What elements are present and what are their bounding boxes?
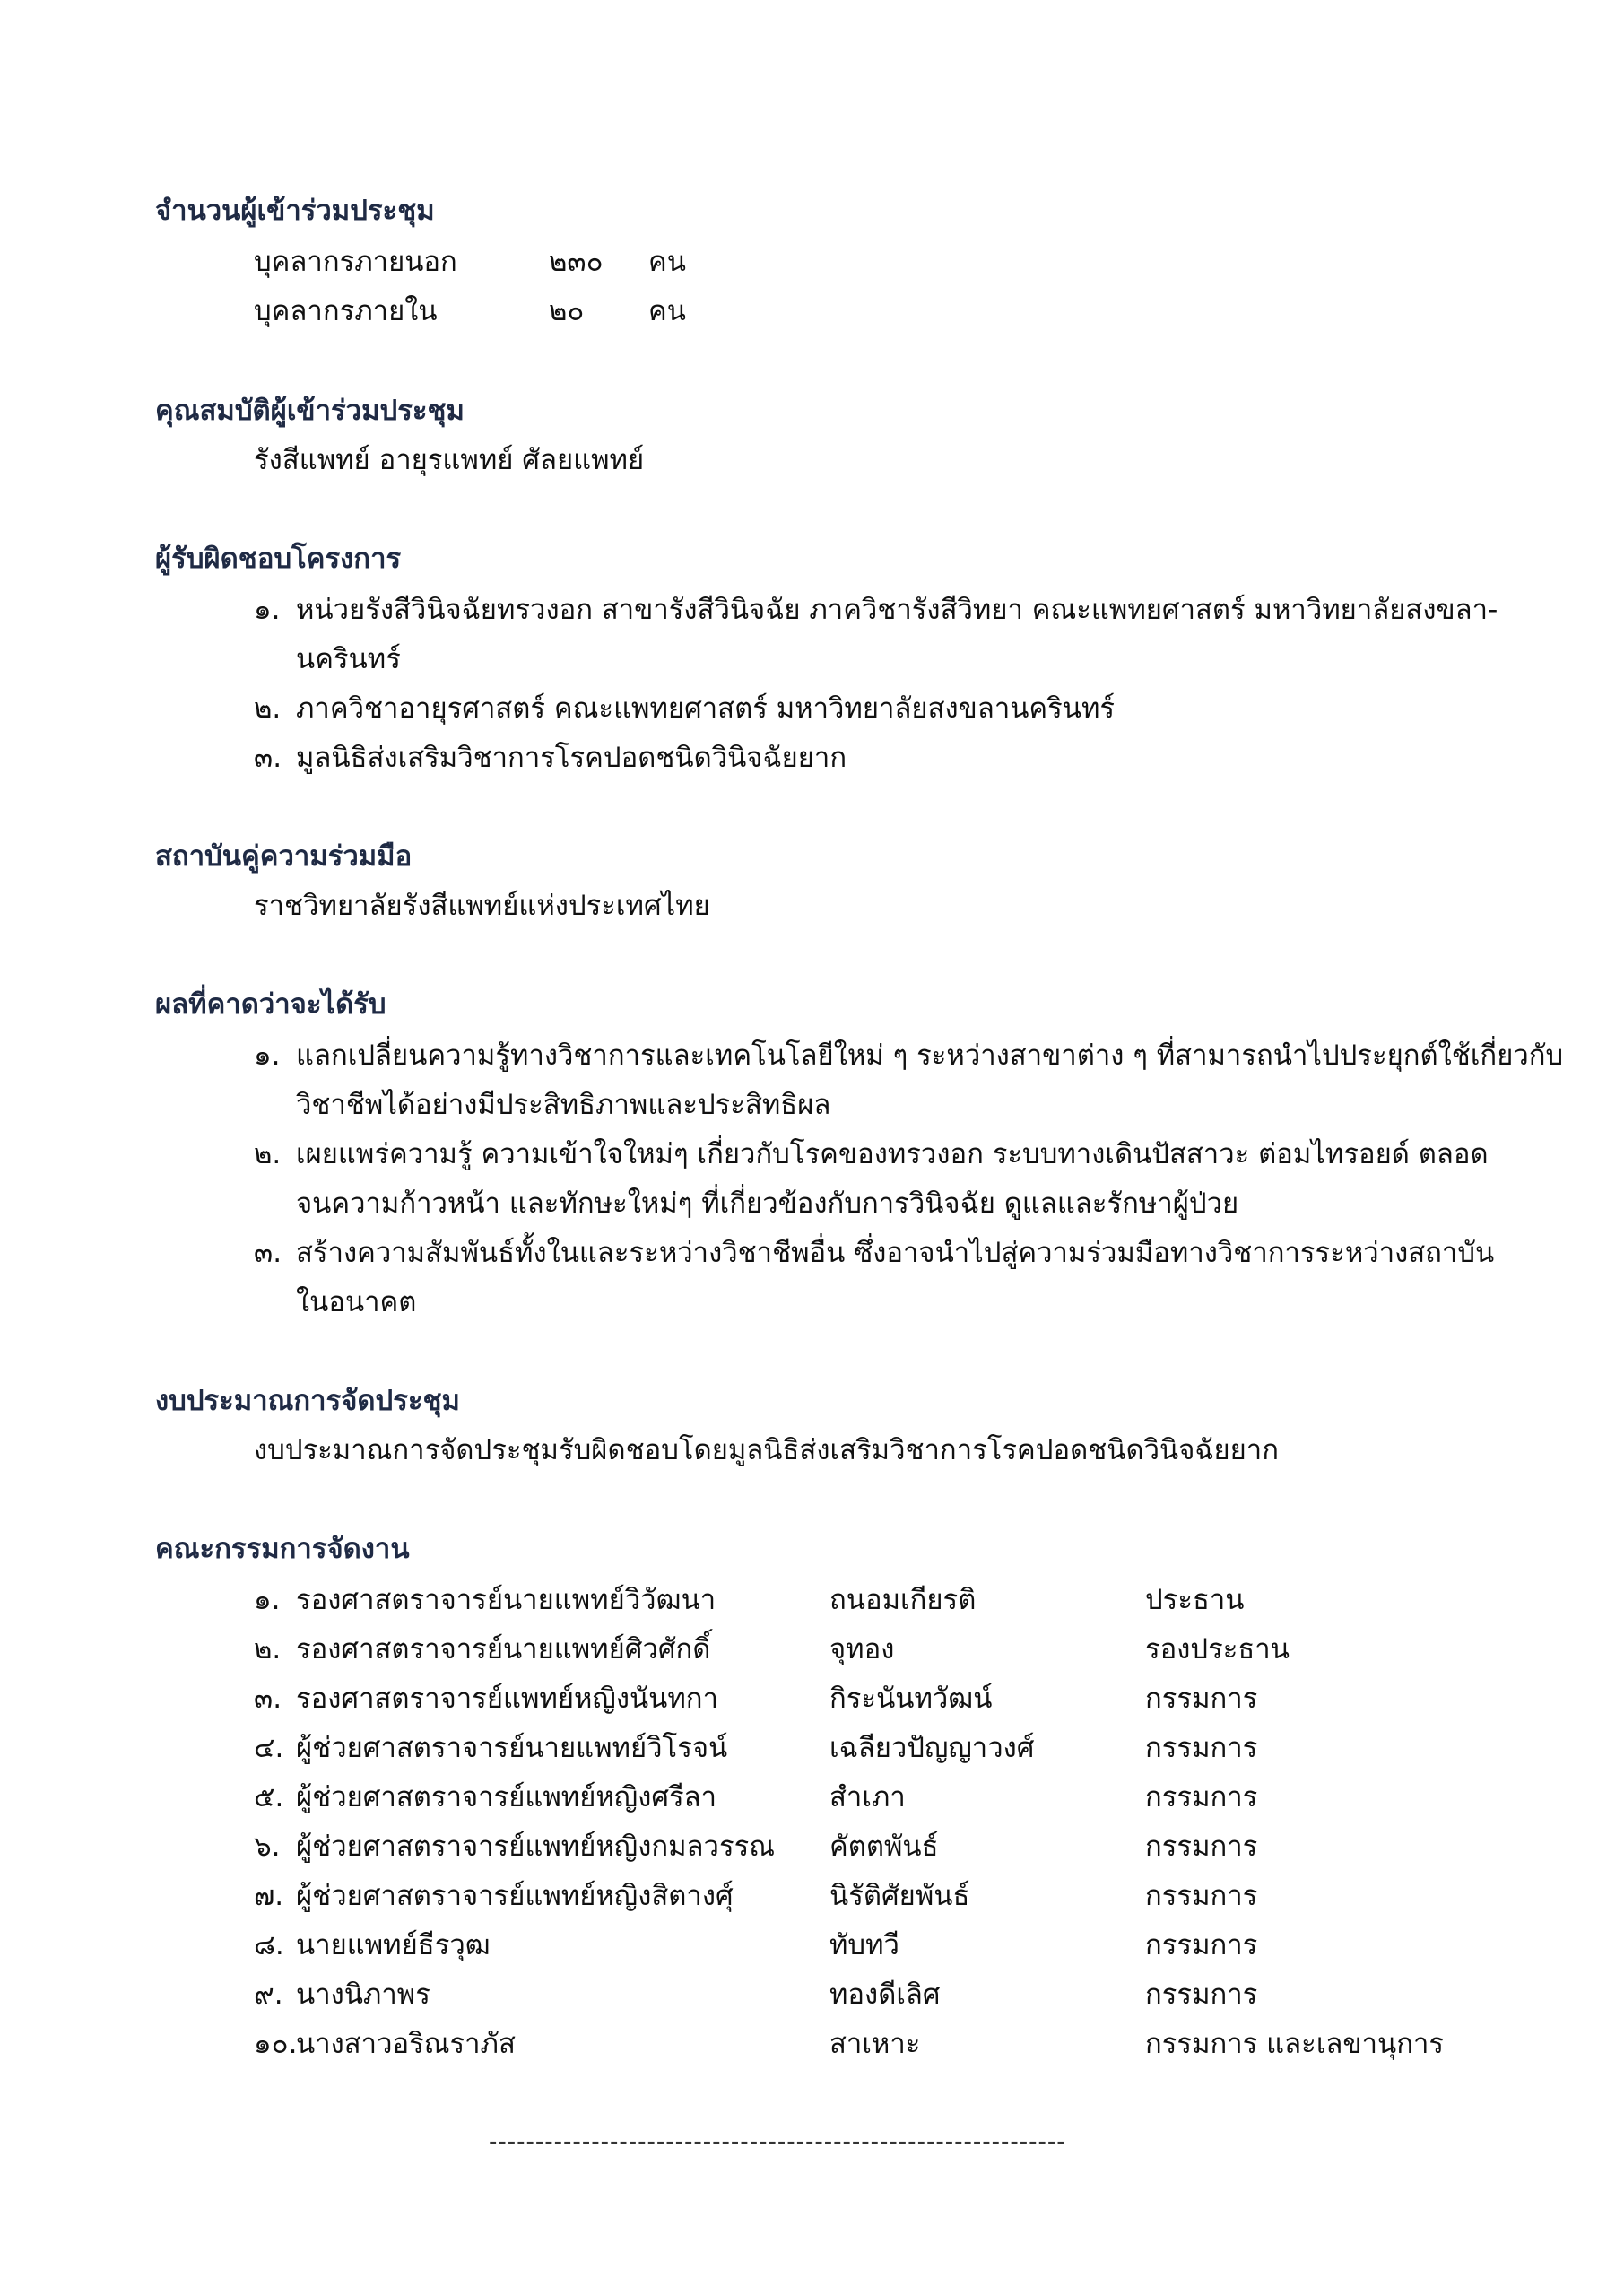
committee-member-number: ๒.: [254, 1633, 282, 1665]
responsible-item-3-text: มูลนิธิส่งเสริมวิชาการโรคปอดชนิดวินิจฉัยยาก: [296, 742, 847, 774]
outcome-item-3-text: สร้างความสัมพันธ์ทั้งในและระหว่างวิชาชีพอื่น ซึ่งอาจนำไปสู่ความร่วมมือทางวิชาการระหว่างสถาบัน: [296, 1237, 1495, 1269]
committee-member-number: ๗.: [254, 1880, 284, 1912]
outcome-item-2-text-cont: จนความก้าวหน้า และทักษะใหม่ๆ ที่เกี่ยวข้องกับการวินิจฉัย ดูแลและรักษาผู้ป่วย: [296, 1187, 1239, 1220]
committee-member-number: ๕.: [254, 1781, 284, 1813]
attendees-internal-unit: คน: [648, 295, 686, 327]
budget-text: งบประมาณการจัดประชุมรับผิดชอบโดยมูลนิธิส่งเสริมวิชาการโรคปอดชนิดวินิจฉัยยาก: [254, 1434, 1279, 1466]
committee-member-name: รองศาสตราจารย์แพทย์หญิงนันทกา: [296, 1683, 718, 1715]
attendees-external-count: ๒๓๐: [549, 246, 604, 278]
responsible-item-1-number: ๑.: [254, 594, 281, 626]
outcome-item-3-number: ๓.: [254, 1237, 282, 1269]
committee-member-surname: ทองดีเลิศ: [829, 1979, 941, 2011]
committee-member-number: ๔.: [254, 1732, 284, 1764]
committee-member-number: ๙.: [254, 1979, 283, 2011]
outcome-item-3-text-cont: ในอนาคต: [296, 1286, 417, 1318]
responsible-item-1-text-cont: นครินทร์: [296, 643, 401, 675]
committee-member-surname: จุทอง: [829, 1633, 895, 1665]
attendees-internal-label: บุคลากรภายใน: [254, 295, 438, 327]
outcome-item-2-text: เผยแพร่ความรู้ ความเข้าใจใหม่ๆ เกี่ยวกับโรคของทรวงอก ระบบทางเดินปัสสาวะ ต่อมไทรอยด์ ตลอด: [296, 1138, 1489, 1170]
committee-member-surname: นิรัติศัยพันธ์: [829, 1880, 970, 1912]
committee-member-role: รองประธาน: [1145, 1633, 1290, 1665]
committee-member-role: กรรมการ: [1145, 1831, 1258, 1863]
partner-heading: สถาบันคู่ความร่วมมือ: [155, 840, 413, 873]
committee-member-name: นางนิภาพร: [296, 1979, 430, 2011]
outcome-item-1-text: แลกเปลี่ยนความรู้ทางวิชาการและเทคโนโลยีใหม่ ๆ ระหว่างสาขาต่าง ๆ ที่สามารถนำไปประยุกต์ใช้เกี่ยวกับ: [296, 1039, 1564, 1072]
responsible-item-3-number: ๓.: [254, 742, 282, 774]
qualifications-text: รังสีแพทย์ อายุรแพทย์ ศัลยแพทย์: [254, 444, 645, 476]
committee-member-surname: ถนอมเกียรติ: [829, 1584, 977, 1616]
committee-member-surname: สำเภา: [829, 1781, 906, 1813]
committee-member-number: ๑.: [254, 1584, 281, 1616]
committee-member-role: กรรมการ: [1145, 1781, 1258, 1813]
committee-member-role: ประธาน: [1145, 1584, 1245, 1616]
attendees-heading: จำนวนผู้เข้าร่วมประชุม: [155, 195, 435, 227]
committee-member-name: ผู้ช่วยศาสตราจารย์แพทย์หญิงกมลวรรณ: [296, 1831, 776, 1863]
qualifications-heading: คุณสมบัติผู้เข้าร่วมประชุม: [155, 395, 465, 427]
outcome-item-1-number: ๑.: [254, 1039, 281, 1072]
committee-member-surname: กิระนันทวัฒน์: [829, 1683, 993, 1715]
attendees-external-label: บุคลากรภายนอก: [254, 246, 457, 278]
committee-member-name: ผู้ช่วยศาสตราจารย์แพทย์หญิงสิตางศุ์: [296, 1880, 734, 1912]
outcome-item-1-text-cont: วิชาชีพได้อย่างมีประสิทธิภาพและประสิทธิผล: [296, 1089, 831, 1121]
committee-member-surname: ทับทวี: [829, 1929, 899, 1961]
responsible-heading: ผู้รับผิดชอบโครงการ: [155, 543, 402, 575]
attendees-internal-count: ๒๐: [549, 295, 585, 327]
committee-member-role: กรรมการ: [1145, 1979, 1258, 2011]
responsible-item-1-text: หน่วยรังสีวินิจฉัยทรวงอก สาขารังสีวินิจฉัย ภาควิชารังสีวิทยา คณะแพทยศาสตร์ มหาวิทยาลัยสงขลา-: [296, 594, 1498, 626]
budget-heading: งบประมาณการจัดประชุม: [155, 1385, 460, 1417]
responsible-item-2-number: ๒.: [254, 692, 282, 725]
committee-member-role: กรรมการ: [1145, 1732, 1258, 1764]
committee-member-surname: คัตตพันธ์: [829, 1831, 939, 1863]
committee-member-number: ๑๐.: [254, 2028, 298, 2060]
partner-text: ราชวิทยาลัยรังสีแพทย์แห่งประเทศไทย: [254, 890, 710, 922]
committee-member-name: ผู้ช่วยศาสตราจารย์นายแพทย์วิโรจน์: [296, 1732, 728, 1764]
attendees-external-unit: คน: [648, 246, 686, 278]
committee-member-name: นายแพทย์ธีรวุฒ: [296, 1929, 491, 1961]
committee-member-name: รองศาสตราจารย์นายแพทย์ศิวศักดิ์: [296, 1633, 711, 1665]
committee-member-surname: เฉลียวปัญญาวงศ์: [829, 1732, 1035, 1764]
committee-member-surname: สาเหาะ: [829, 2028, 921, 2060]
committee-member-number: ๓.: [254, 1683, 282, 1715]
committee-member-number: ๘.: [254, 1929, 284, 1961]
committee-member-role: กรรมการ: [1145, 1929, 1258, 1961]
responsible-item-2-text: ภาควิชาอายุรศาสตร์ คณะแพทยศาสตร์ มหาวิทยาลัยสงขลานครินทร์: [296, 692, 1116, 725]
committee-member-role: กรรมการ: [1145, 1683, 1258, 1715]
committee-member-name: รองศาสตราจารย์นายแพทย์วิวัฒนา: [296, 1584, 716, 1616]
committee-member-role: กรรมการ และเลขานุการ: [1145, 2028, 1445, 2060]
outcomes-heading: ผลที่คาดว่าจะได้รับ: [155, 988, 386, 1021]
committee-heading: คณะกรรมการจัดงาน: [155, 1533, 410, 1565]
committee-member-name: ผู้ช่วยศาสตราจารย์แพทย์หญิงศรีลา: [296, 1781, 717, 1813]
committee-member-name: นางสาวอริณราภัส: [296, 2028, 516, 2060]
outcome-item-2-number: ๒.: [254, 1138, 282, 1170]
end-divider: --------------------------------------------------------------: [489, 2128, 1066, 2155]
committee-member-number: ๖.: [254, 1831, 281, 1863]
committee-member-role: กรรมการ: [1145, 1880, 1258, 1912]
